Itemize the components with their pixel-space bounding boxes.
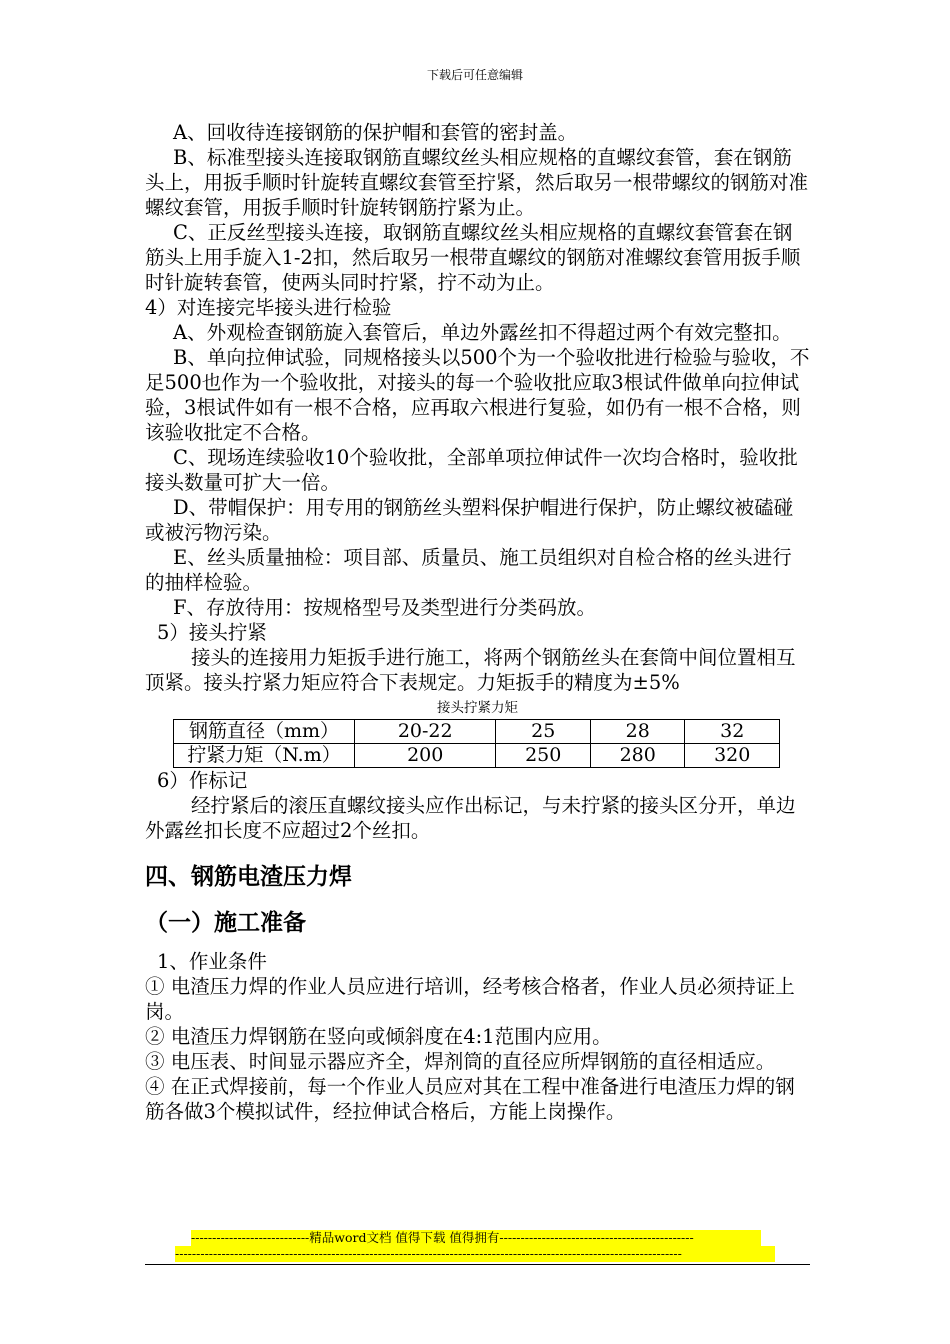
subsection-heading: （一）施工准备 <box>145 910 306 936</box>
paragraph: F、存放待用：按规格型号及类型进行分类码放。 <box>173 596 597 619</box>
table-cell: 32 <box>685 720 780 744</box>
footer-dash-line: ------------------------------------------------------------------------------------------------------------------------ <box>175 1246 775 1262</box>
subsection-title: 1、作业条件 <box>157 950 267 973</box>
table-cell: 250 <box>496 744 591 768</box>
body-mid-section <box>145 768 810 843</box>
table-cell: 28 <box>590 720 685 744</box>
footer-rule <box>145 1264 810 1265</box>
paragraph: 接头的连接用力矩扳手进行施工，将两个钢筋丝头在套筒中间位置相互顶紧。接头拧紧力矩应符合下表规定。力矩扳手的精度为±5% <box>145 646 796 694</box>
table-row <box>174 744 780 768</box>
table-cell: 20-22 <box>355 720 496 744</box>
subsection-title: 4）对连接完毕接头进行检验 <box>145 296 392 319</box>
footer-banner: ----------------------------精品word文档 值得下载 值得拥有---------------------------------------------- <box>191 1230 761 1246</box>
paragraph: A、外观检查钢筋旋入套管后，单边外露丝扣不得超过两个有效完整扣。 <box>173 321 792 344</box>
list-item: ② 电渣压力焊钢筋在竖向或倾斜度在4:1范围内应用。 <box>145 1025 612 1048</box>
table-row-label: 钢筋直径（mm） <box>174 720 355 744</box>
table-cell: 320 <box>685 744 780 768</box>
table-cell: 280 <box>590 744 685 768</box>
subsection-title: 5）接头拧紧 <box>157 621 267 644</box>
table-cell: 25 <box>496 720 591 744</box>
torque-table <box>173 719 780 768</box>
list-item: ① 电渣压力焊的作业人员应进行培训，经考核合格者，作业人员必须持证上岗。 <box>145 975 795 1023</box>
paragraph: 经拧紧后的滚压直螺纹接头应作出标记，与未拧紧的接头区分开，单边外露丝扣长度不应超过2个丝扣。 <box>145 794 796 842</box>
body-top-section <box>145 120 810 695</box>
table-row <box>174 720 780 744</box>
paragraph: B、单向拉伸试验，同规格接头以500个为一个验收批进行检验与验收，不足500也作为一个验收批，对接头的每一个验收批应取3根试件做单向拉伸试验，3根试件如有一根不合格，应再取六根进行复验，如仍有一根不合格，则该验收批定不合格。 <box>145 346 810 444</box>
paragraph: E、丝头质量抽检：项目部、质量员、施工员组织对自检合格的丝头进行的抽样检验。 <box>145 546 792 594</box>
paragraph: C、现场连续验收10个验收批，全部单项拉伸试件一次均合格时，验收批接头数量可扩大一倍。 <box>145 446 798 494</box>
paragraph: D、带帽保护：用专用的钢筋丝头塑料保护帽进行保护，防止螺纹被磕碰或被污物污染。 <box>145 496 794 544</box>
section-heading: 四、钢筋电渣压力焊 <box>145 864 352 890</box>
table-row-label: 拧紧力矩（N.m） <box>174 744 355 768</box>
paragraph: B、标准型接头连接取钢筋直螺纹丝头相应规格的直螺纹套管，套在钢筋头上，用扳手顺时针旋转直螺纹套管至拧紧，然后取另一根带螺纹的钢筋对准螺纹套管，用扳手顺时针旋转钢筋拧紧为止。 <box>145 146 809 219</box>
page-header: 下载后可任意编辑 <box>426 68 523 82</box>
subsection-title: 6）作标记 <box>157 769 248 792</box>
table-cell: 200 <box>355 744 496 768</box>
paragraph: A、回收待连接钢筋的保护帽和套管的密封盖。 <box>173 121 578 144</box>
body-bottom-section <box>145 949 810 1124</box>
document-body <box>145 120 810 1124</box>
list-item: ③ 电压表、时间显示器应齐全，焊剂筒的直径应所焊钢筋的直径相适应。 <box>145 1050 776 1073</box>
list-item: ④ 在正式焊接前，每一个作业人员应对其在工程中准备进行电渣压力焊的钢筋各做3个模拟试件，经拉伸试合格后，方能上岗操作。 <box>145 1075 795 1123</box>
table-caption: 接头拧紧力矩 <box>437 700 518 716</box>
paragraph: C、正反丝型接头连接，取钢筋直螺纹丝头相应规格的直螺纹套管套在钢筋头上用手旋入1-2扣，然后取另一根带直螺纹的钢筋对准螺纹套管用扳手顺时针旋转套管，使两头同时拧紧，拧不动为止。 <box>145 221 801 294</box>
